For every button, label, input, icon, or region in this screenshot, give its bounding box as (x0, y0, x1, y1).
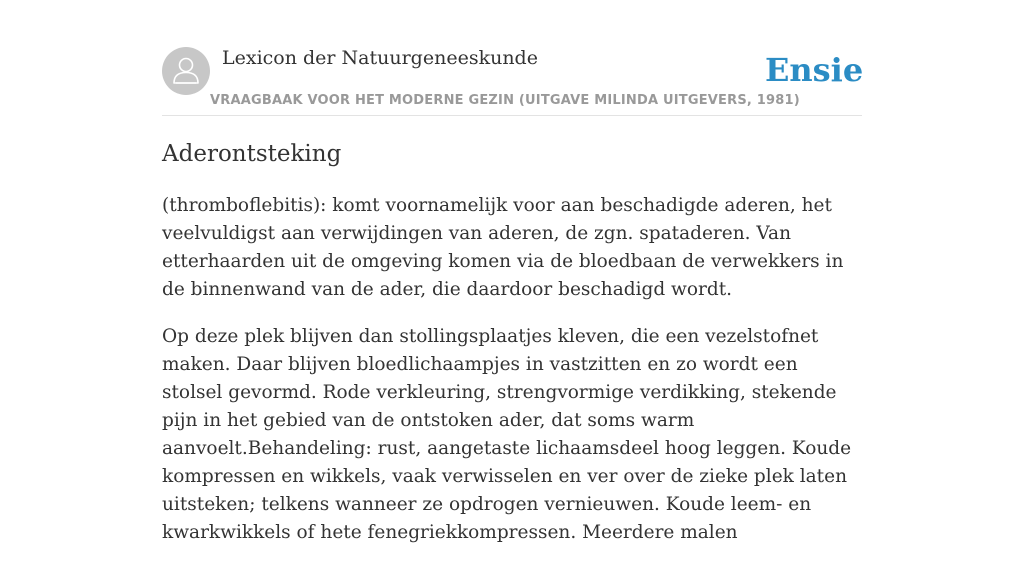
article-paragraph: (thromboflebitis): komt voornamelijk voor aan beschadigde aderen, het veelvuldigst aan verwijdingen van aderen, de zgn. spataderen. Van etterhaarden uit de omgeving komen via de bloedbaan de verwekkers in de binnenwand van de ader, die daardoor beschadigd wordt. (162, 195, 844, 300)
brand-logo[interactable]: Ensie (765, 51, 864, 89)
article-body (162, 192, 863, 566)
source-title[interactable]: Lexicon der Natuurgeneeskunde (222, 47, 538, 69)
user-placeholder-icon (162, 47, 210, 95)
source-subtitle: VRAAGBAAK VOOR HET MODERNE GEZIN (UITGAVE MILINDA UITGEVERS, 1981) (210, 93, 800, 108)
header-divider (162, 115, 862, 116)
article-title: Aderontsteking (162, 141, 342, 167)
article-paragraph: Op deze plek blijven dan stollingsplaatjes kleven, die een vezelstofnet maken. Daar blijven bloedlichaampjes in vastzitten en zo wordt een stolsel gevormd. Rode verkleuring, strengvormige verdikking, stekende pijn in het gebied van de ontstoken ader, dat soms warm aanvoelt.Behandeling: rust, aangetaste lichaamsdeel hoog leggen. Koude kompressen en wikkels, vaak verwisselen en ver over de zieke plek laten uitsteken; telkens wanneer ze opdrogen vernieuwen. Koude leem- en kwarkwikkels of hete fenegriekkompressen. Meerdere malen (162, 326, 852, 543)
